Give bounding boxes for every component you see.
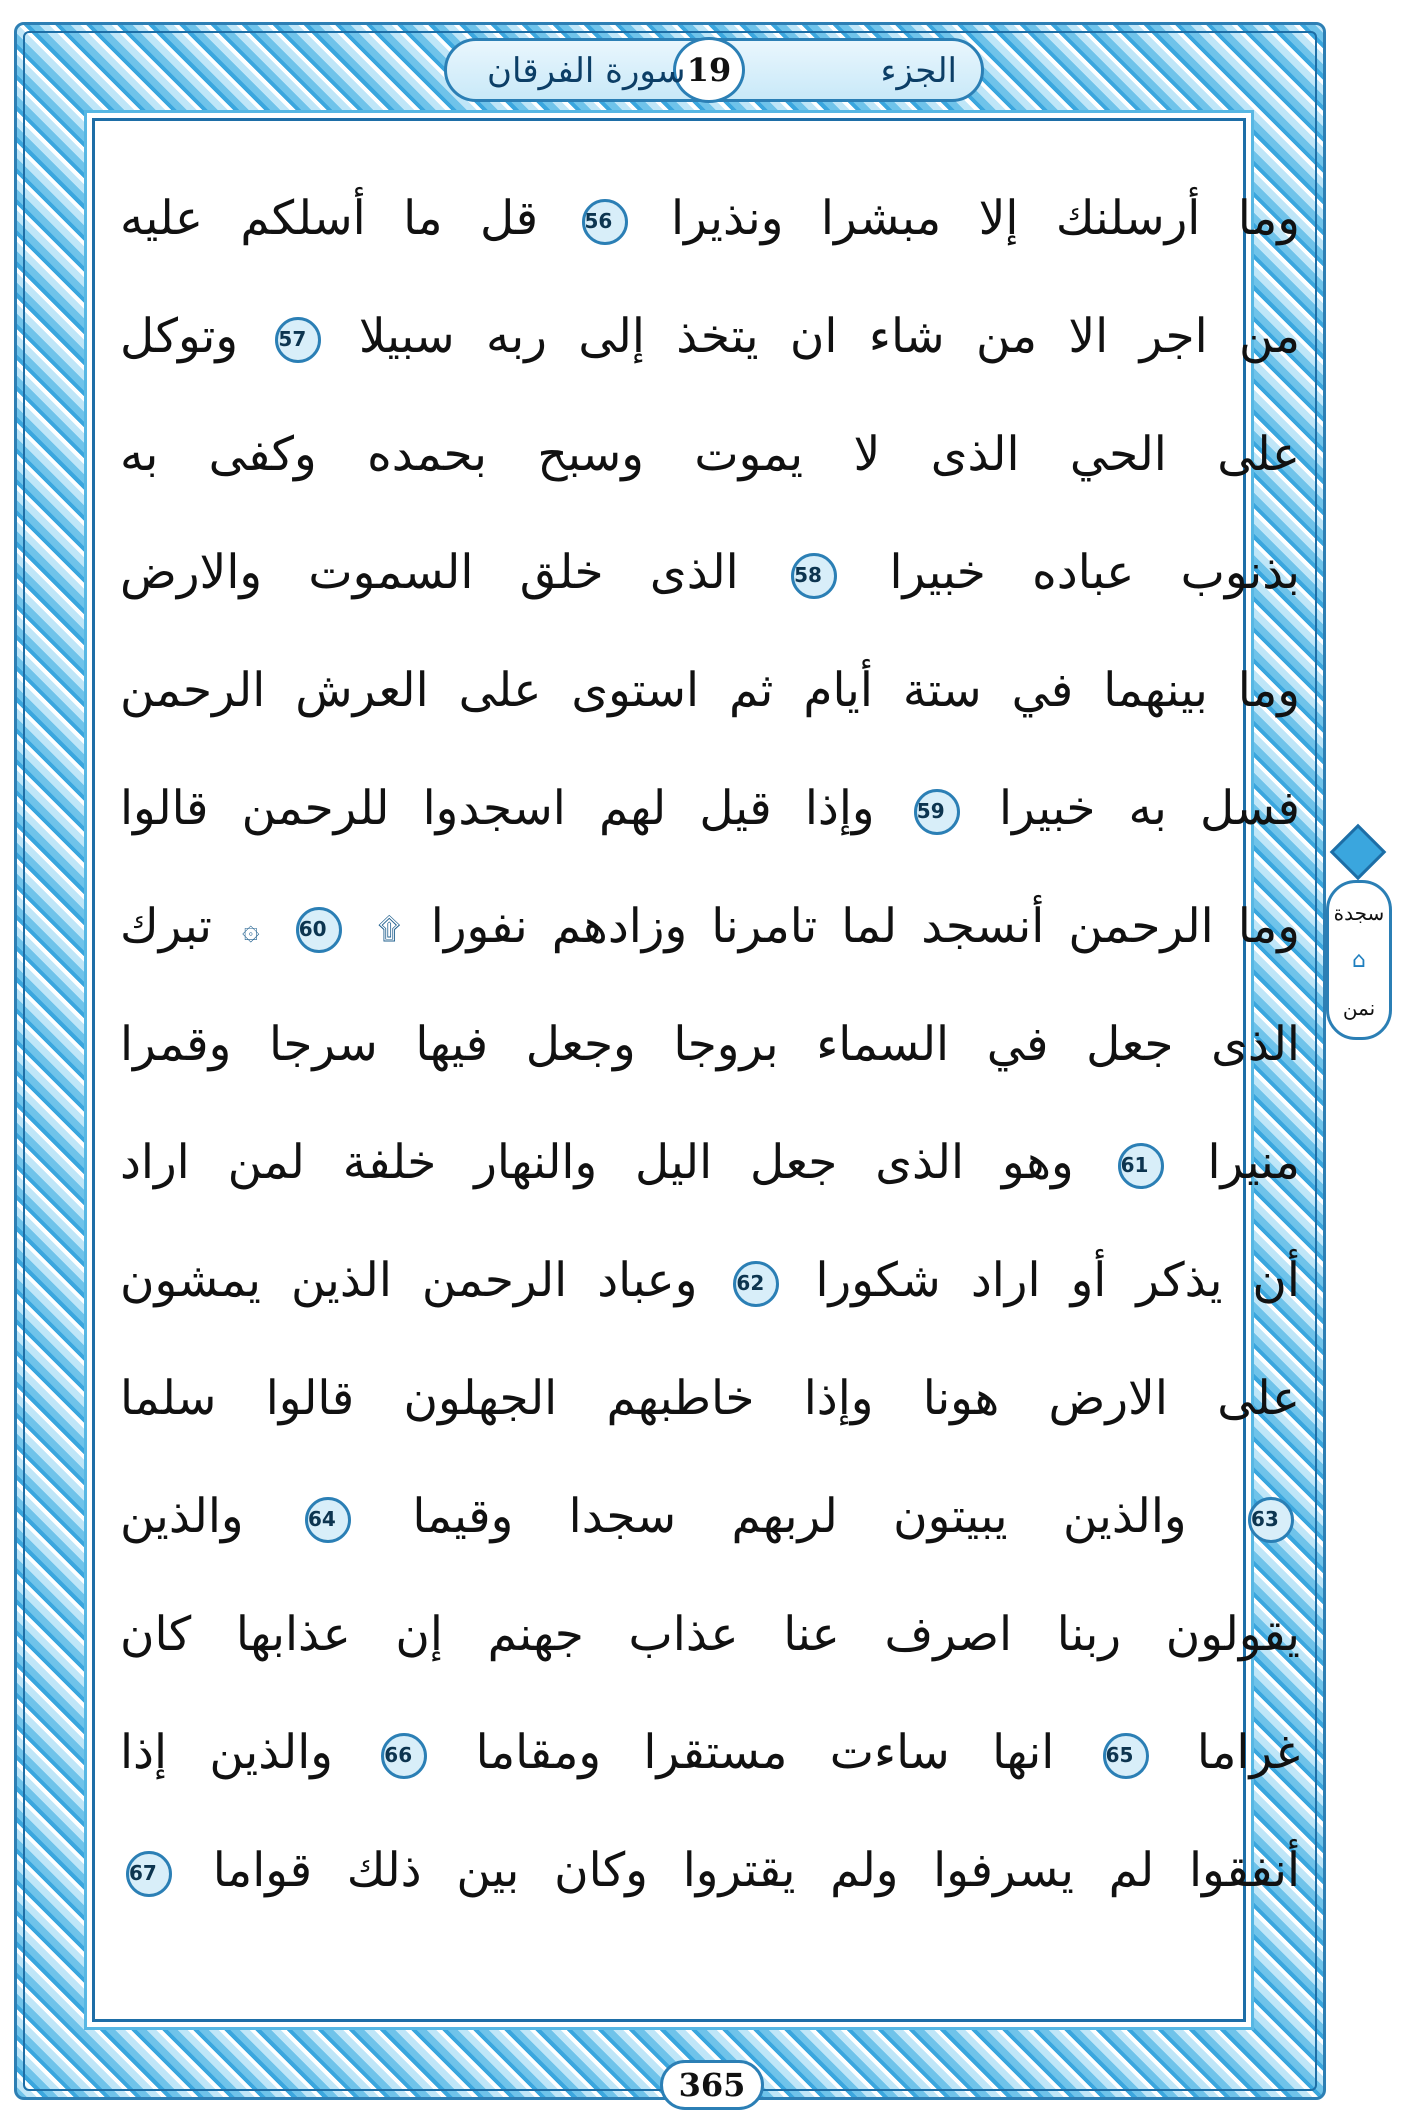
verse-text: تبرك [120,899,212,954]
verse-line [120,1222,1300,1340]
ayah-number-marker: 63 [1248,1497,1294,1543]
verse-text: الذى خلق السموت والارض [120,545,739,600]
sajdah-word: سجدة [1333,900,1385,925]
verse-line [120,632,1300,750]
ayah-number-marker: 66 [381,1733,427,1779]
ayah-number-marker: 56 [582,199,628,245]
verse-line [120,1694,1300,1812]
verse-text: وما بينهما في ستة أيام ثم استوى على العرش الرحمن [120,663,1300,718]
verse-text: والذين [120,1489,244,1544]
verse-text: يقولون ربنا اصرف عنا عذاب جهنم إن عذابها كان [120,1607,1300,1662]
ayah-number-marker: 65 [1103,1733,1149,1779]
verse-line [120,1104,1300,1222]
sajdah-marker [1326,880,1392,1040]
quarter-word: نمن [1342,995,1376,1020]
verse-line [120,750,1300,868]
verse-text: والذين إذا [120,1725,333,1780]
verse-text: من اجر الا من شاء ان يتخذ إلى ربه سبيلا [358,309,1300,364]
verse-line [120,160,1300,278]
ayah-number-marker: 61 [1118,1143,1164,1189]
ayah-number-marker: 62 [733,1261,779,1307]
verse-text: على الحي الذى لا يموت وسبح بحمده وكفى به [120,427,1300,482]
verse-line [120,986,1300,1104]
ayah-number-marker: 59 [914,789,960,835]
verse-text: والذين يبيتون لربهم سجدا وقيما [412,1489,1187,1544]
verse-text: على الارض هونا وإذا خاطبهم الجهلون قالوا سلما [120,1371,1300,1426]
verse-line [120,278,1300,396]
ayah-number-marker: 67 [126,1851,172,1897]
verse-text: انها ساءت مستقرا ومقاما [475,1725,1055,1780]
verse-line [120,1340,1300,1458]
ayah-number-marker: 60 [296,907,342,953]
verse-line [120,396,1300,514]
verse-text: وما أرسلنك إلا مبشرا ونذيرا [670,191,1300,246]
verse-text: منيرا [1207,1135,1300,1190]
verse-text: غراما [1196,1725,1300,1780]
verse-text: وإذا قيل لهم اسجدوا للرحمن قالوا [120,781,875,836]
page-number: 365 [660,2060,764,2110]
ornament-icon [1330,824,1387,881]
sajdah-icon: ۩ [377,912,401,947]
verse-line [120,868,1300,986]
verse-text: أن يذكر أو اراد شكورا [815,1253,1300,1308]
juz-label: الجزء [880,51,957,91]
verse-line [120,1576,1300,1694]
verse-text: وعباد الرحمن الذين يمشون [120,1253,698,1308]
juz-number: 19 [673,37,745,103]
verse-text: وتوكل [120,309,239,364]
verse-lines [120,160,1300,1930]
hizb-icon: ۞ [242,912,260,947]
page-header [444,38,984,102]
mosque-icon: ⌂ [1352,947,1366,973]
verse-line [120,1812,1300,1930]
ayah-number-marker: 57 [275,317,321,363]
verse-line [120,1458,1300,1576]
verse-text: الذى جعل في السماء بروجا وجعل فيها سرجا وقمرا [120,1017,1300,1072]
verse-text: أنفقوا لم يسرفوا ولم يقتروا وكان بين ذلك قواما [212,1843,1300,1898]
verse-text: فسل به خبيرا [998,781,1300,836]
verse-text: وما الرحمن أنسجد لما تامرنا وزادهم نفورا [430,899,1300,954]
surah-title: سورة الفرقان [487,51,686,91]
ayah-number-marker: 58 [791,553,837,599]
verse-text: قل ما أسلكم عليه [120,191,539,246]
ayah-number-marker: 64 [305,1497,351,1543]
verse-line [120,514,1300,632]
verse-text: وهو الذى جعل اليل والنهار خلفة لمن اراد [120,1135,1074,1190]
verse-text: بذنوب عباده خبيرا [889,545,1300,600]
